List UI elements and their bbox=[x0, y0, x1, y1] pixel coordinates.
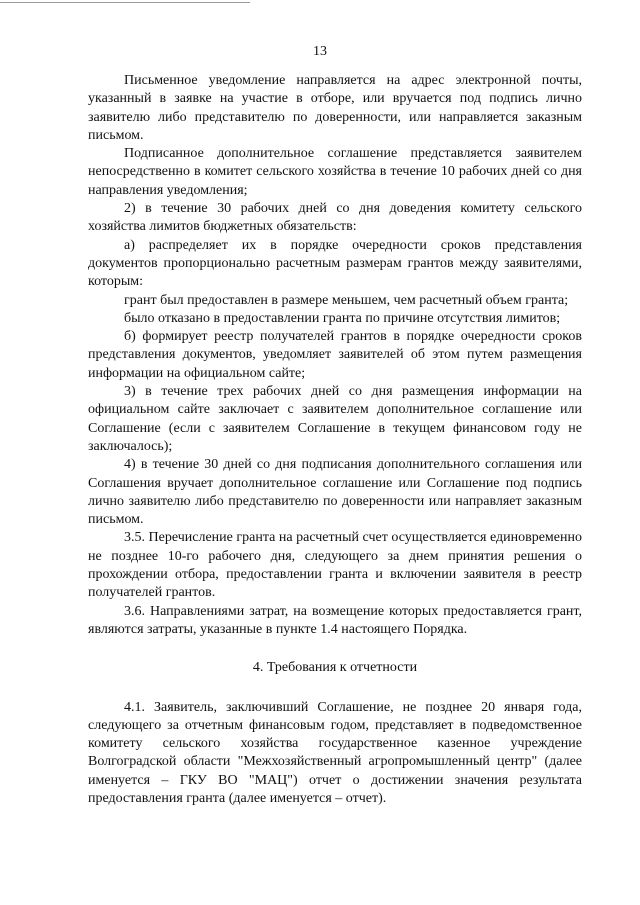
paragraph: грант был предоставлен в размере меньшем, чем расчетный объем гранта; bbox=[124, 292, 569, 308]
page-number: 13 bbox=[313, 44, 327, 59]
paragraph: 3.5. Перечисление гранта на расчетный счет осуществляется единовременно не позднее 10-го рабочего дня, следующего за днем принятия решения о прохождении отбора, предоставлении гранта и включении заявителя в реестр получателей грантов. bbox=[88, 530, 582, 601]
document-body bbox=[88, 72, 582, 808]
paragraph: 2) в течение 30 рабочих дней со дня доведения комитету сельского хозяйства лимитов бюджетных обязательств: bbox=[88, 201, 582, 235]
paragraph: 4.1. Заявитель, заключивший Соглашение, не позднее 20 января года, следующего за отчетным финансовым годом, представляет в подведомственное комитету сельского хозяйства государственное казенное учреждение Волгоградской области "Межхозяйственный агропромышленный центр" (далее именуется – ГКУ ВО "МАЦ") отчет о достижении значения результата предоставления гранта (далее именуется – отчет). bbox=[88, 699, 582, 806]
paragraph: Письменное уведомление направляется на адрес электронной почты, указанный в заявке на участие в отборе, или вручается под подпись лично заявителю либо представителю по доверенности, или направляется заказным письмом. bbox=[88, 73, 582, 143]
paragraph: а) распределяет их в порядке очередности сроков представления документов пропорционально расчетным размерам грантов между заявителями, которым: bbox=[88, 237, 582, 290]
section-heading: 4. Требования к отчетности bbox=[252, 660, 418, 676]
paragraph: 3) в течение трех рабочих дней со дня размещения информации на официальном сайте заключает с заявителем дополнительное соглашение или Соглашение (если с заявителем Соглашение в текущем финансовом году не заключалось); bbox=[88, 384, 582, 454]
paragraph: 4) в течение 30 дней со дня подписания дополнительного соглашения или Соглашения вручает дополнительное соглашение или Соглашение под подпись лично заявителю либо представителю по доверенности или направляет заказным письмом. bbox=[88, 457, 582, 528]
paragraph: Подписанное дополнительное соглашение представляется заявителем непосредственно в комитет сельского хозяйства в течение 10 рабочих дней со дня направления уведомления; bbox=[88, 146, 582, 198]
paragraph: было отказано в предоставлении гранта по причине отсутствия лимитов; bbox=[124, 310, 561, 326]
paragraph: 3.6. Направлениями затрат, на возмещение которых предоставляется грант, являются затраты, указанные в пункте 1.4 настоящего Порядка. bbox=[88, 603, 582, 637]
scan-top-line bbox=[0, 2, 250, 3]
paragraph: б) формирует реестр получателей грантов в порядке очередности сроков представления документов, уведомляет заявителей об этом путем размещения информации на официальном сайте; bbox=[88, 329, 582, 381]
